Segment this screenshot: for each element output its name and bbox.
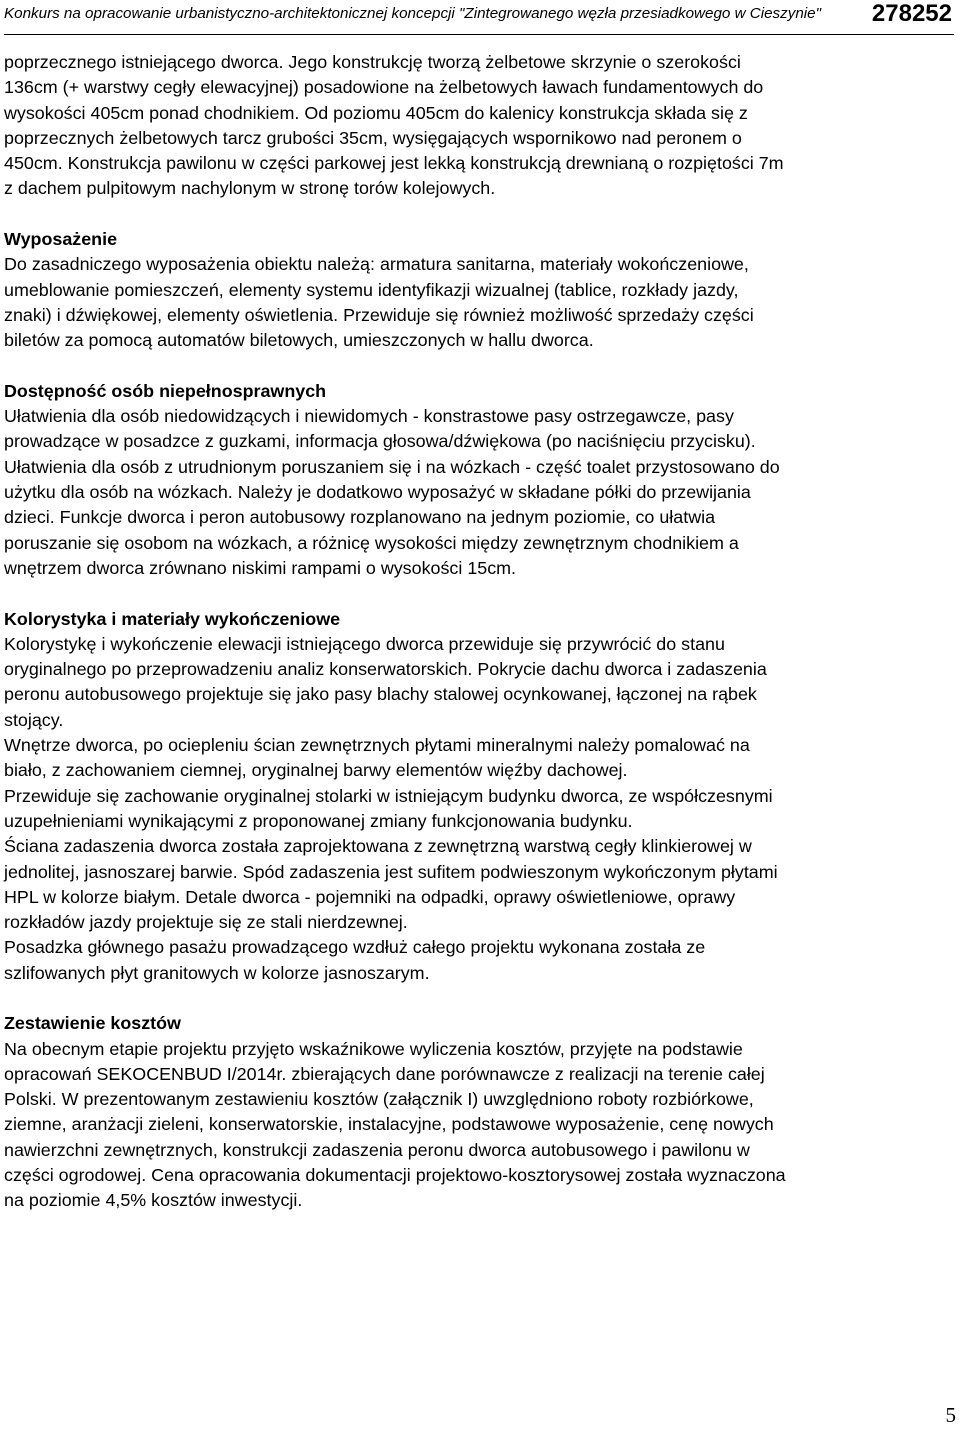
text-line: peronu autobusowego projektuje się jako pasy blachy stalowej ocynkowanej, łączonej na rąbek	[4, 684, 757, 705]
header-title: Konkurs na opracowanie urbanistyczno-architektonicznej koncepcji "Zintegrowanego węzła przesiadkowego w Cieszynie"	[4, 5, 821, 22]
text-line: oryginalnego po przeprowadzeniu analiz konserwatorskich. Pokrycie dachu dworca i zadaszenia	[4, 659, 767, 680]
text-line: rozkładów jazdy projektuje się ze stali nierdzewnej.	[4, 912, 408, 933]
text-line: Ułatwienia dla osób z utrudnionym poruszaniem się i na wózkach - część toalet przystosowano do	[4, 456, 780, 477]
text-line: użytku dla osób na wózkach. Należy je dodatkowo wyposażyć w składane półki do przewijania	[4, 482, 751, 503]
text-line: HPL w kolorze białym. Detale dworca - pojemniki na odpadki, oprawy oświetleniowe, oprawy	[4, 886, 736, 907]
text-line: Posadzka głównego pasażu prowadzącego wzdłuż całego projektu wykonana została ze	[4, 937, 706, 958]
section	[4, 50, 956, 202]
text-line: poprzecznych żelbetowych tarcz grubości 35cm, wysięgających wspornikowo nad peronem o	[4, 127, 742, 148]
text-line: poruszanie się osobom na wózkach, a różnicę wysokości między zewnętrznym chodnikiem a	[4, 532, 739, 553]
text-line: poprzecznego istniejącego dworca. Jego konstrukcję tworzą żelbetowe skrzynie o szerokości	[4, 52, 741, 72]
section	[4, 379, 956, 581]
text-line: Ściana zadaszenia dworca została zaprojektowana z zewnętrzną warstwą cegły klinkierowej w	[4, 836, 752, 857]
section-heading: Kolorystyka i materiały wykończeniowe	[4, 608, 341, 629]
header-number: 278252	[871, 0, 952, 27]
text-line: Wnętrze dworca, po ociepleniu ścian zewnętrznych płytami mineralnymi należy pomalować na	[4, 735, 750, 756]
text-line: na poziomie 4,5% kosztów inwestycji.	[4, 1190, 303, 1211]
text-line: ziemne, aranżacji zieleni, konserwatorskie, instalacyjne, podstawowe wyposażenie, cenę nowych	[4, 1114, 774, 1135]
section-heading: Zestawienie kosztów	[4, 1013, 181, 1034]
text-line: szlifowanych płyt granitowych w kolorze jasnoszarym.	[4, 962, 430, 983]
document-body	[4, 50, 956, 1214]
text-line: prowadzące w posadzce z guzkami, informacja głosowa/dźwiękowa (po naciśnięciu przycisku).	[4, 431, 756, 452]
text-line: nawierzchni zewnętrznych, konstrukcji zadaszenia peronu dworca autobusowego i pawilonu w	[4, 1139, 750, 1160]
section-heading: Dostępność osób niepełnosprawnych	[4, 380, 327, 401]
text-line: Ułatwienia dla osób niedowidzących i niewidomych - konstrastowe pasy ostrzegawcze, pasy	[4, 406, 734, 427]
text-line: uzupełnieniami wynikającymi z proponowanej zmiany funkcjonowania budynku.	[4, 810, 633, 831]
section-heading: Wyposażenie	[4, 229, 118, 250]
text-line: biało, z zachowaniem ciemnej, oryginalnej barwy elementów więźby dachowej.	[4, 760, 628, 781]
text-line: stojący.	[4, 709, 64, 730]
text-line: biletów za pomocą automatów biletowych, umieszczonych w hallu dworca.	[4, 330, 594, 351]
text-line: wysokości 405cm ponad chodnikiem. Od poziomu 405cm do kalenicy konstrukcja składa się z	[4, 102, 748, 123]
section	[4, 1011, 956, 1213]
text-line: Kolorystykę i wykończenie elewacji istniejącego dworca przewiduje się przywrócić do stanu	[4, 633, 725, 654]
text-line: znaki) i dźwiękowej, elementy oświetlenia. Przewiduje się również możliwość sprzedaży części	[4, 304, 754, 325]
text-line: Przewiduje się zachowanie oryginalnej stolarki w istniejącym budynku dworca, ze współczesnymi	[4, 785, 773, 806]
text-line: części ogrodowej. Cena opracowania dokumentacji projektowo-kosztorysowej została wyznaczona	[4, 1165, 786, 1186]
text-line: z dachem pulpitowym nachylonym w stronę torów kolejowych.	[4, 178, 496, 199]
text-line: Na obecnym etapie projektu przyjęto wskaźnikowe wyliczenia kosztów, przyjęte na podstawie	[4, 1038, 743, 1059]
text-line: jednolitej, jasnoszarej barwie. Spód zadaszenia jest sufitem podwieszonym wykończonym płytami	[4, 861, 778, 882]
text-line: wnętrzem dworca zrównano niskimi rampami o wysokości 15cm.	[4, 557, 517, 578]
page-header	[4, 0, 954, 35]
text-line: 136cm (+ warstwy cegły elewacyjnej) posadowione na żelbetowych ławach fundamentowych do	[4, 77, 764, 98]
section	[4, 607, 956, 986]
text-line: dzieci. Funkcje dworca i peron autobusowy rozplanowano na jednym poziomie, co ułatwia	[4, 507, 716, 528]
text-line: Do zasadniczego wyposażenia obiektu należą: armatura sanitarna, materiały wokończeniowe,	[4, 254, 749, 275]
text-line: 450cm. Konstrukcja pawilonu w części parkowej jest lekką konstrukcją drewnianą o rozpiętości 7m	[4, 153, 784, 174]
page-number: 5	[945, 1403, 956, 1427]
text-line: umeblowanie pomieszczeń, elementy systemu identyfikazji wizualnej (tablice, rozkłady jazdy,	[4, 279, 739, 300]
text-line: Polski. W prezentowanym zestawieniu kosztów (załącznik I) uwzględniono roboty rozbiórkowe,	[4, 1089, 754, 1110]
text-line: opracowań SEKOCENBUD I/2014r. zbierających dane porównawcze z realizacji na terenie całej	[4, 1063, 765, 1084]
section	[4, 227, 956, 353]
